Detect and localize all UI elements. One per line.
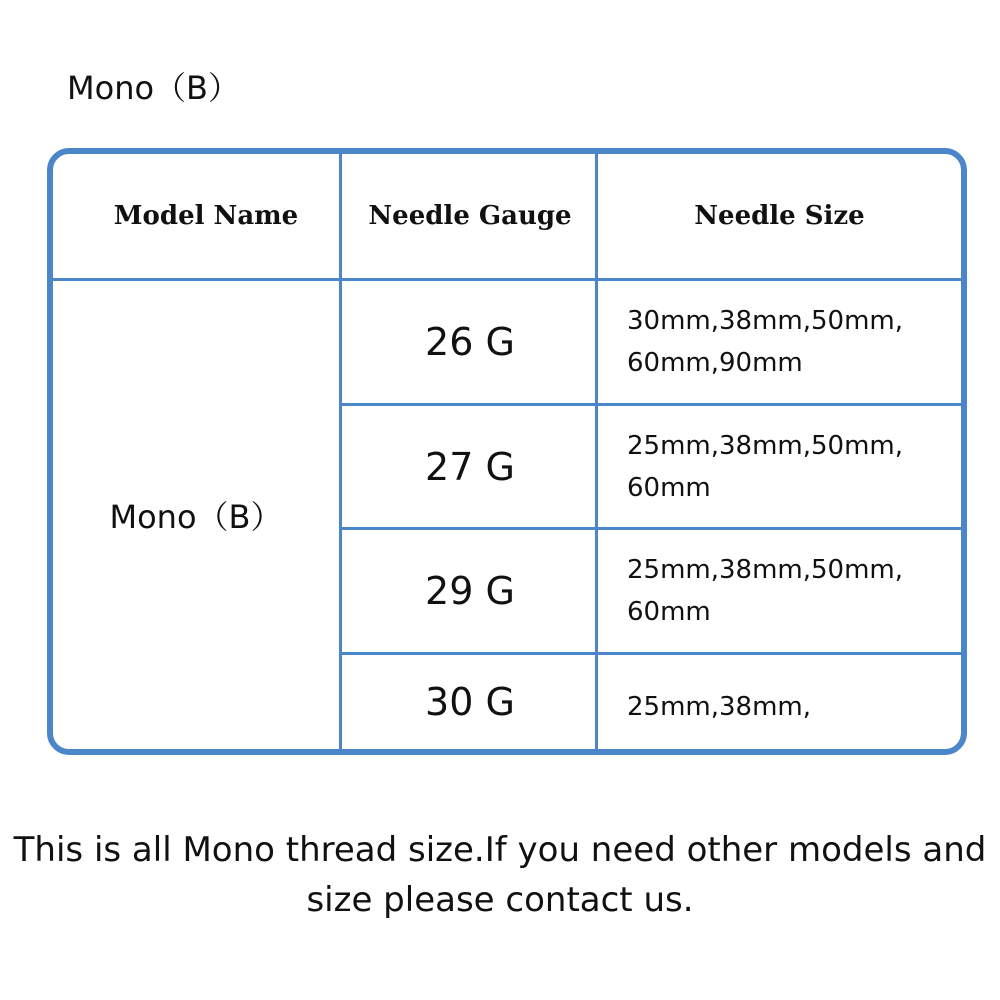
size-line: 60mm,90mm [627, 348, 803, 378]
size-cell [627, 530, 957, 652]
size-line: 60mm [627, 597, 711, 627]
gauge-cell: 27 G [425, 444, 515, 489]
model-name-cell: Mono（B） [109, 498, 283, 536]
footer-line: size please contact us. [306, 880, 694, 920]
header-needle-gauge: Needle Gauge [368, 201, 572, 231]
size-line: 25mm,38mm,50mm, [627, 430, 904, 461]
size-cell [627, 655, 957, 755]
size-line: 25mm,38mm,50mm, [627, 555, 904, 585]
gauge-cell: 26 G [425, 320, 515, 364]
size-line: 30mm,38mm,50mm, [627, 306, 904, 336]
gauge-cell: 29 G [425, 569, 515, 613]
size-line: 25mm,38mm, [627, 692, 812, 722]
size-cell [627, 406, 957, 527]
page-title: Mono（B） [67, 69, 241, 107]
size-line: 60mm [627, 472, 711, 503]
needle-spec-table [47, 148, 967, 755]
header-needle-size: Needle Size [694, 201, 865, 231]
footer-note [0, 825, 1000, 925]
header-model-name: Model Name [113, 201, 299, 231]
gauge-cell: 30 G [425, 680, 515, 724]
footer-line: This is all Mono thread size.If you need other models and [13, 830, 987, 870]
size-cell [627, 281, 957, 403]
